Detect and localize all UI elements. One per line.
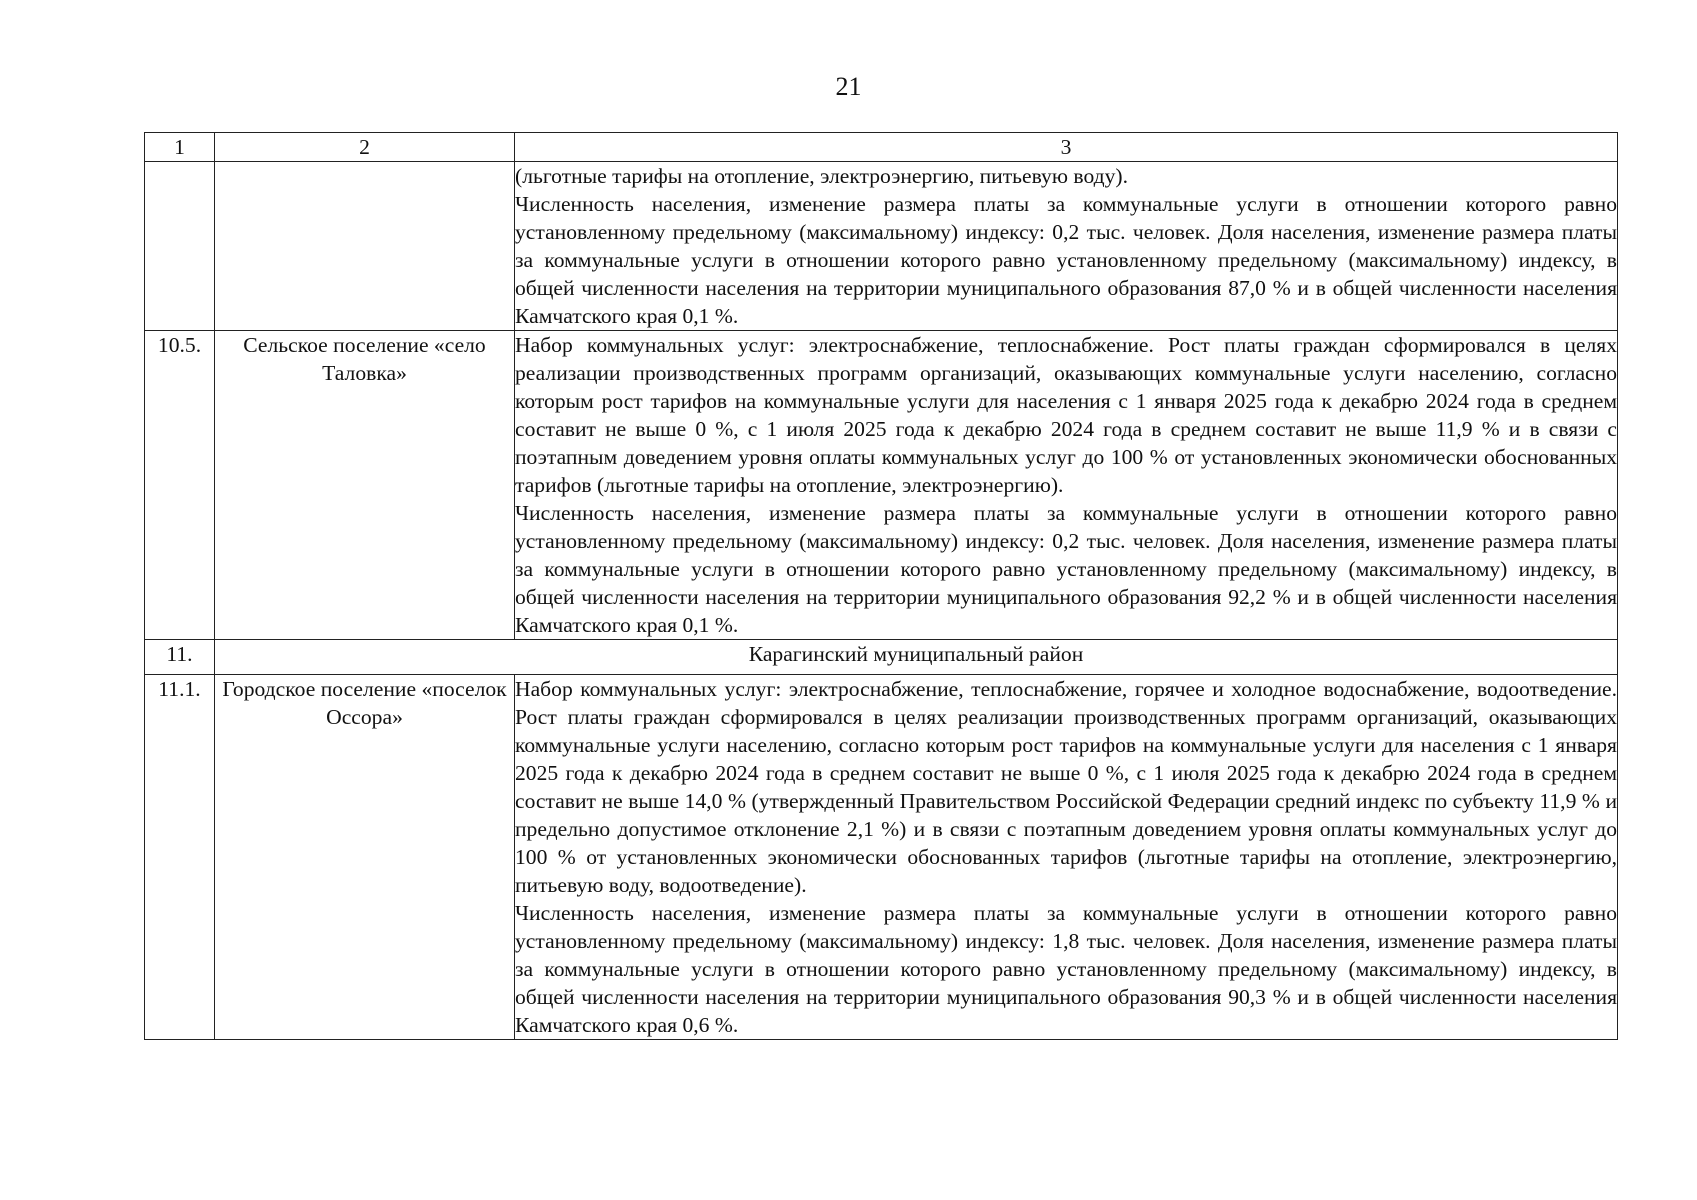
district-name: Карагинский муниципальный район	[215, 640, 1618, 675]
row-description	[515, 331, 1618, 640]
row-number: 11.	[145, 640, 215, 675]
column-header-1: 1	[145, 133, 215, 162]
row-number	[145, 162, 215, 331]
page-number: 21	[835, 72, 862, 101]
municipality-name	[215, 162, 515, 331]
description-paragraph: Набор коммунальных услуг: электроснабжение, теплоснабжение, горячее и холодное водоснабжение, водоотведение. Рост платы граждан сформировался в целях реализации производственных программ организаций, оказывающих коммунальные услуги населению, согласно которым рост тарифов на коммунальные услуги для населения с 1 января 2025 года к декабрю 2024 года в среднем составит не выше 0 %, с 1 июля 2025 года к декабрю 2024 года в среднем составит не выше 14,0 % (утвержденный Правительством Российской Федерации средний индекс по субъекту 11,9 % и предельно допустимое отклонение 2,1 %) и в связи с поэтапным доведением уровня оплаты коммунальных услуг до 100 % от установленных экономически обоснованных тарифов (льготные тарифы на отопление, электроэнергию, питьевую воду, водоотведение).	[515, 677, 1617, 897]
table-row	[145, 675, 1618, 1040]
description-paragraph: Численность населения, изменение размера платы за коммунальные услуги в отношении которого равно установленному предельному (максимальному) индексу: 1,8 тыс. человек. Доля населения, изменение размера платы за коммунальные услуги в отношении которого равно установленному предельному (максимальному) индексу, в общей численности населения на территории муниципального образования 90,3 % и в общей численности населения Камчатского края 0,6 %.	[515, 901, 1617, 1037]
description-paragraph: Численность населения, изменение размера платы за коммунальные услуги в отношении которого равно установленному предельному (максимальному) индексу: 0,2 тыс. человек. Доля населения, изменение размера платы за коммунальные услуги в отношении которого равно установленному предельному (максимальному) индексу, в общей численности населения на территории муниципального образования 87,0 % и в общей численности населения Камчатского края 0,1 %.	[515, 192, 1617, 328]
column-header-2: 2	[215, 133, 515, 162]
table-header-row	[145, 133, 1618, 162]
municipality-name: Сельское поселение «село Таловка»	[215, 331, 515, 640]
row-number: 10.5.	[145, 331, 215, 640]
table-row	[145, 331, 1618, 640]
table-row	[145, 162, 1618, 331]
column-header-3: 3	[515, 133, 1618, 162]
description-paragraph: (льготные тарифы на отопление, электроэнергию, питьевую воду).	[515, 164, 1128, 188]
row-number: 11.1.	[145, 675, 215, 1040]
tariff-table	[144, 132, 1618, 1040]
district-row	[145, 640, 1618, 675]
description-paragraph: Набор коммунальных услуг: электроснабжение, теплоснабжение. Рост платы граждан сформировался в целях реализации производственных программ организаций, оказывающих коммунальные услуги населению, согласно которым рост тарифов на коммунальные услуги для населения с 1 января 2025 года к декабрю 2024 года в среднем составит не выше 0 %, с 1 июля 2025 года к декабрю 2024 года в среднем составит не выше 11,9 % и в связи с поэтапным доведением уровня оплаты коммунальных услуг до 100 % от установленных экономически обоснованных тарифов (льготные тарифы на отопление, электроэнергию).	[515, 333, 1617, 497]
row-description	[515, 162, 1618, 331]
description-paragraph: Численность населения, изменение размера платы за коммунальные услуги в отношении которого равно установленному предельному (максимальному) индексу: 0,2 тыс. человек. Доля населения, изменение размера платы за коммунальные услуги в отношении которого равно установленному предельному (максимальному) индексу, в общей численности населения на территории муниципального образования 92,2 % и в общей численности населения Камчатского края 0,1 %.	[515, 501, 1617, 637]
row-description	[515, 675, 1618, 1040]
municipality-name: Городское поселение «поселок Оссора»	[215, 675, 515, 1040]
